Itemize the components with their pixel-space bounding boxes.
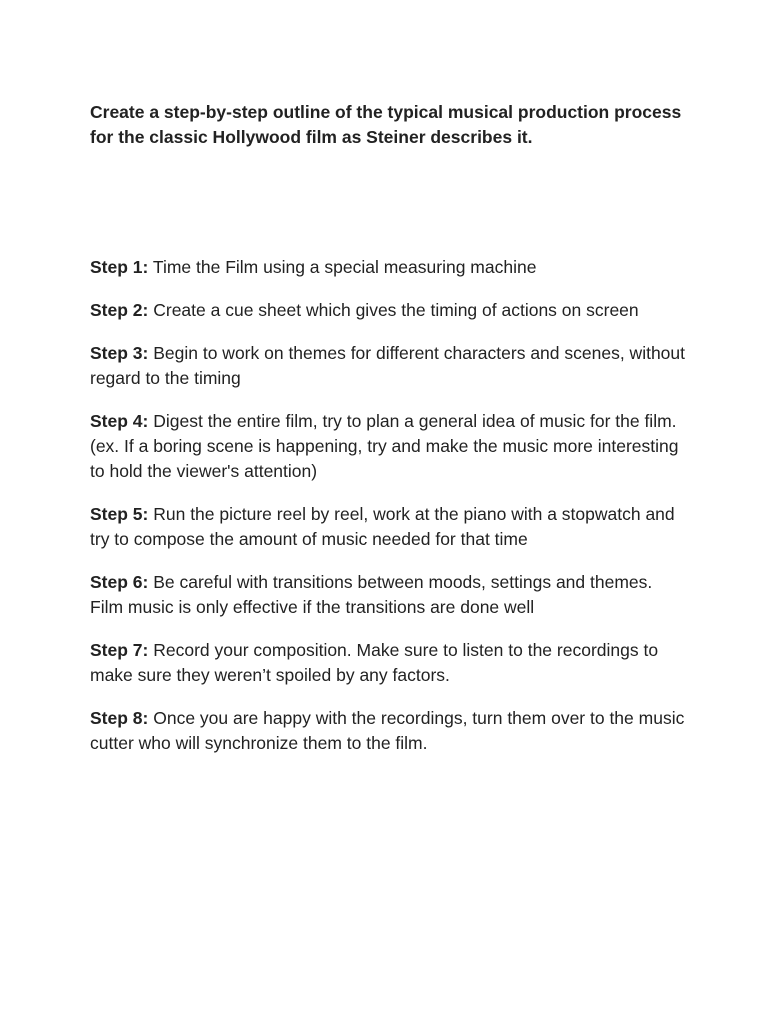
step-text: Run the picture reel by reel, work at the piano with a stopwatch and try to compose the amount of music needed for that time [90,504,675,549]
step-item [90,341,690,391]
step-text: Once you are happy with the recordings, turn them over to the music cutter who will synchronize them to the film. [90,708,685,753]
step-text: Record your composition. Make sure to listen to the recordings to make sure they weren’t spoiled by any factors. [90,640,659,685]
step-label: Step 6: [90,572,149,592]
step-item [90,255,690,280]
step-item [90,298,690,323]
steps-list [90,255,690,774]
step-label: Step 2: [90,300,149,320]
step-text: Create a cue sheet which gives the timing of actions on screen [153,300,639,320]
step-item [90,502,690,552]
step-label: Step 3: [90,343,149,363]
step-label: Step 1: [90,257,149,277]
step-text: Time the Film using a special measuring machine [152,257,537,277]
step-text: Begin to work on themes for different characters and scenes, without regard to the timing [90,343,686,388]
step-item [90,409,690,484]
assignment-prompt: Create a step-by-step outline of the typical musical production process for the classic Hollywood film as Steiner describes it. [90,102,682,147]
step-item [90,706,690,756]
document-page [90,100,690,753]
step-label: Step 8: [90,708,149,728]
step-item [90,638,690,688]
step-label: Step 7: [90,640,149,660]
step-text: Be careful with transitions between moods, settings and themes. Film music is only effective if the transitions are done well [90,572,653,617]
step-item [90,570,690,620]
step-text: Digest the entire film, try to plan a general idea of music for the film. (ex. If a boring scene is happening, try and make the music more interesting to hold the viewer's attention) [90,411,679,481]
step-label: Step 5: [90,504,149,524]
step-label: Step 4: [90,411,149,431]
